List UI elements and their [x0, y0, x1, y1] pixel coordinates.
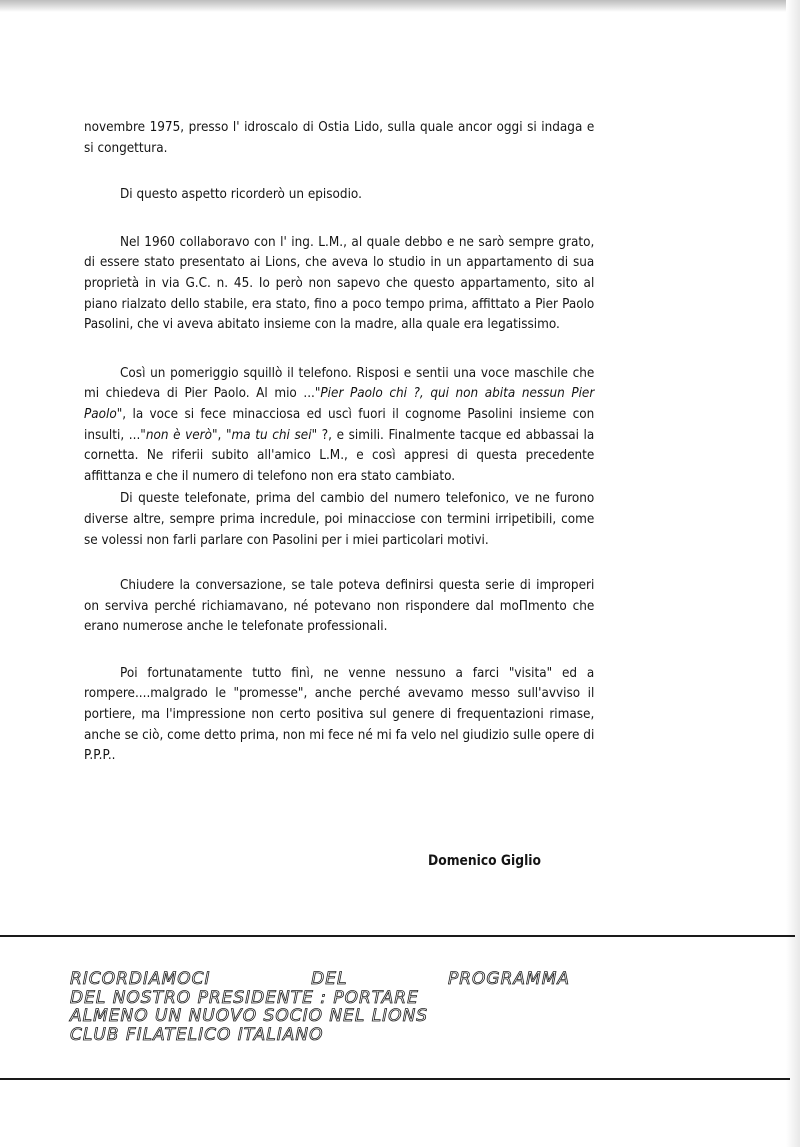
p4-quote-3: ma tu chi sei: [231, 427, 312, 443]
p4-quote-2: non è verò: [145, 427, 213, 443]
paragraph-6: Chiudere la conversazione, se tale poteva definirsi questa serie di improperi on serviva perché richiamavano, né potevano non rispondere dal moΠmento che erano numerose anche le telefonate professionali.: [84, 578, 595, 635]
paragraph-1: novembre 1975, presso l' idroscalo di Ostia Lido, sulla quale ancor oggi si indaga e si congettura.: [84, 120, 595, 156]
notice-word-3: PROGRAMMA: [447, 969, 570, 989]
letter-body: [84, 118, 594, 767]
scan-edge: [0, 0, 800, 12]
paragraph-3: Nel 1960 collaboravo con l' ing. L.M., al quale debbo e ne sarò sempre grato, di essere stato presentato ai Lions, che aveva lo studio in un appartamento di sua proprietà in via G.C. n. 45. Io però non sapevo che questo appartamento, sito al piano rialzato dello stabile, era stato, fino a poco tempo prima, affittato a Pier Paolo Pasolini, che vi aveva abitato insieme con la madre, alla quale era legatissimo.: [84, 234, 595, 333]
notice-line-4: CLUB FILATELICO ITALIANO: [70, 1024, 324, 1045]
notice-line-2: DEL NOSTRO PRESIDENTE : PORTARE: [70, 987, 419, 1008]
divider-top: [0, 935, 795, 937]
paragraph-7: Poi fortunatamente tutto finì, ne venne nessuno a farci "visita" ed a rompere....malgrado le "promesse", anche perché avevamo messo sull'avviso il portiere, ma l'impressione non certo positiva sul genere di frequentazioni rimase, anche se ciò, come detto prima, non mi fece né mi fa velo nel giudizio sulle opere di P.P.P..: [84, 665, 595, 764]
notice-line-3: ALMENO UN NUOVO SOCIO NEL LIONS: [70, 1006, 429, 1026]
p4-quote-1: Pier Paolo chi ?, qui non abita nessun Pier Paolo: [84, 386, 595, 422]
notice-box: [70, 970, 590, 1044]
paragraph-4: [84, 364, 594, 488]
scan-shadow: [786, 0, 800, 1147]
notice-line-1: [70, 970, 570, 989]
p4-text-1: Così un pomeriggio squillò il telefono. Risposi e sentii una voce maschile che mi chiedeva di Pier Paolo. Al mio ...": [84, 365, 595, 402]
p4-text-3: ", ": [212, 427, 232, 443]
notice-word-2: DEL: [311, 969, 348, 989]
signature: Domenico Giglio: [428, 853, 541, 869]
p4-text-2: ", la voce si fece minacciosa ed uscì fuori il cognome Pasolini insieme con insulti, ...": [84, 406, 595, 443]
divider-bottom: [0, 1078, 790, 1080]
paragraph-2: Di questo aspetto ricorderò un episodio.: [120, 187, 362, 203]
notice-word-1: RICORDIAMOCI: [70, 969, 211, 989]
paragraph-5: Di queste telefonate, prima del cambio del numero telefonico, ve ne furono diverse altre, sempre prima incredule, poi minacciose con termini irripetibili, come se volessi non farli parlare con Pasolini per i miei particolari motivi.: [84, 491, 595, 548]
p4-text-4: " ?, e simili. Finalmente tacque ed abbassai la cornetta. Ne riferii subito all'amico L.M., e così appresi di questa precedente affittanza e che il numero di telefono non era stato cambiato.: [84, 427, 595, 484]
